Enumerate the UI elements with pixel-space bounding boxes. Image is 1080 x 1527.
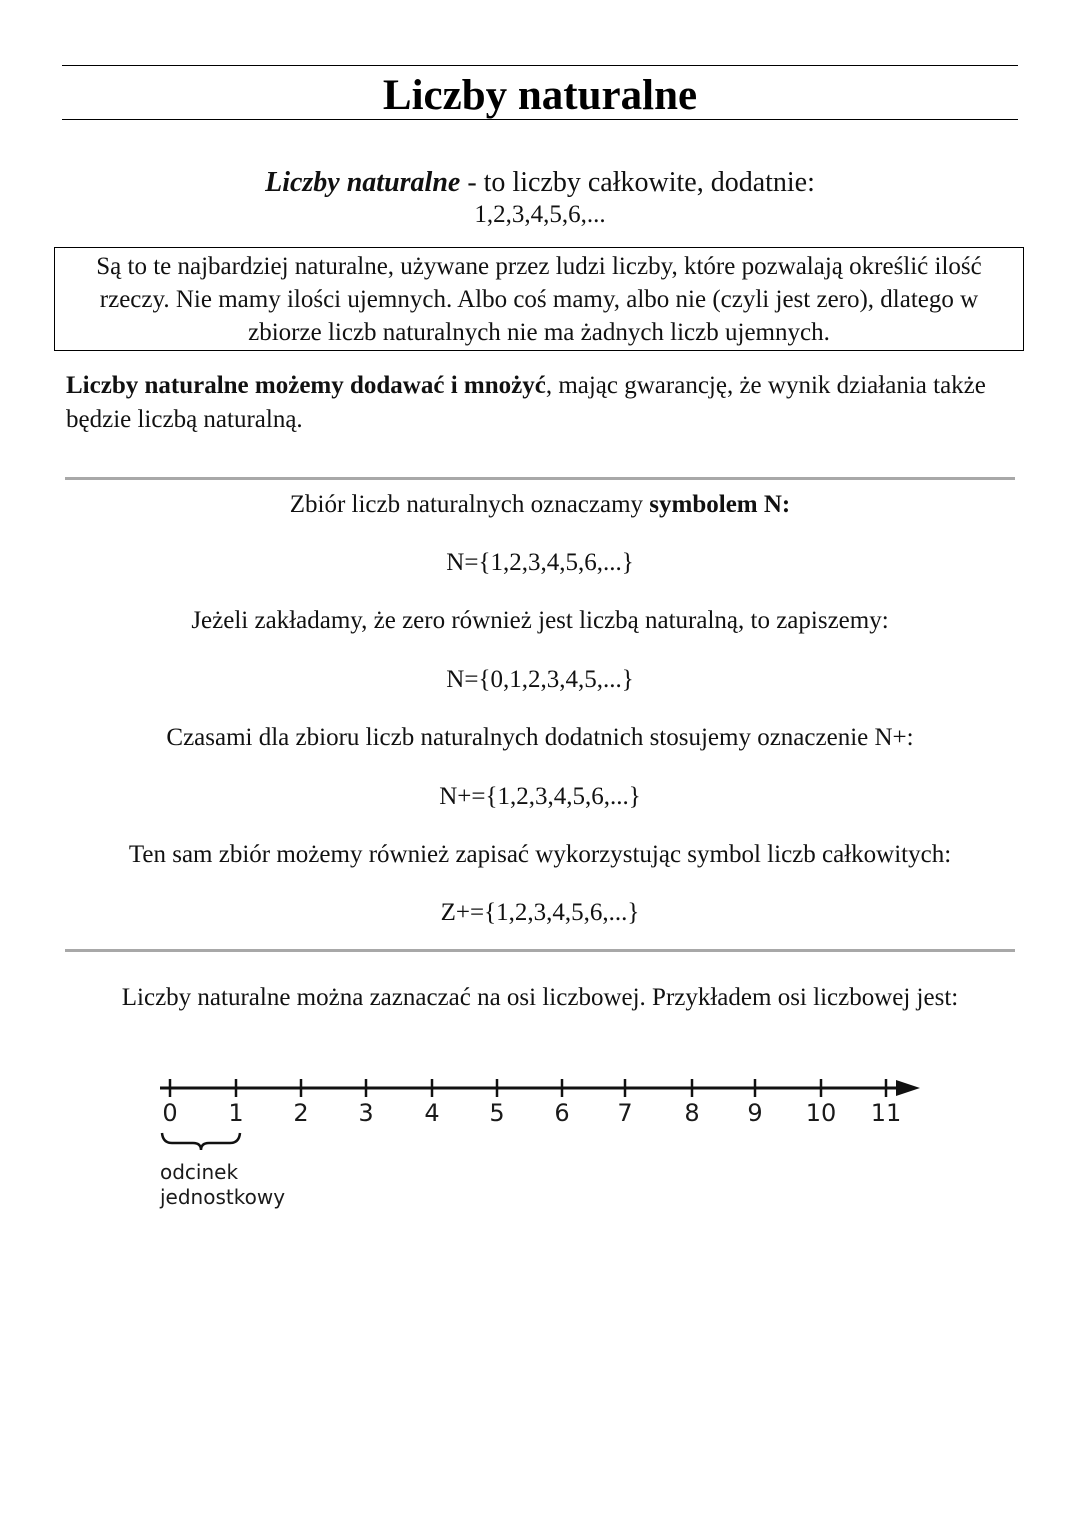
unit-segment-brace [162,1133,240,1150]
number-line-label: 11 [870,1099,902,1127]
number-line-label: 0 [162,1099,178,1127]
number-line-label: 8 [684,1099,700,1127]
page-title: Liczby naturalne [382,72,698,119]
number-line-arrowhead [896,1080,920,1096]
number-line-label: 1 [228,1099,244,1127]
number-line-label: 2 [293,1099,309,1127]
number-line-label: 7 [617,1099,633,1127]
number-line-label: 6 [554,1099,570,1127]
symbol-intro-text: Zbiór liczb naturalnych oznaczamy [289,491,650,518]
integer-note: Ten sam zbiór możemy również zapisać wykorzystując symbol liczb całkowitych: [128,841,952,868]
unit-segment-caption-line-1: odcinek [160,1160,239,1184]
number-line-label: 9 [747,1099,763,1127]
definition-term: Liczby naturalne [265,167,461,198]
definition-text: - to liczby całkowite, dodatnie: [460,167,815,198]
operations-bold: Liczby naturalne możemy dodawać i mnożyć [66,372,546,399]
positive-note: Czasami dla zbioru liczb naturalnych dodatnich stosujemy oznaczenie N+: [166,724,914,751]
numberline-intro: Liczby naturalne można zaznaczać na osi liczbowej. Przykładem osi liczbowej jest: [121,984,959,1011]
set-n-plus: N+={1,2,3,4,5,6,...} [439,783,641,810]
number-line-label: 4 [424,1099,440,1127]
operations-line-2: będzie liczbą naturalną. [66,406,303,433]
number-line-label: 3 [358,1099,374,1127]
unit-segment-caption [160,1160,285,1210]
operations-rest: , mając gwarancję, że wynik działania także [545,372,986,399]
set-n-with-zero: N={0,1,2,3,4,5,...} [446,666,634,693]
explanation-line-2: rzeczy. Nie mamy ilości ujemnych. Albo coś mamy, albo nie (czyli jest zero), dlatego w [99,286,979,313]
definition-sequence: 1,2,3,4,5,6,... [474,201,606,228]
number-line-label: 5 [489,1099,505,1127]
explanation-line-1: Są to te najbardziej naturalne, używane przez ludzi liczby, które pozwalają określić ilość [96,253,982,280]
symbol-intro-bold: symbolem N: [649,491,791,518]
set-n: N={1,2,3,4,5,6,...} [446,549,634,576]
set-z-plus: Z+={1,2,3,4,5,6,...} [440,899,640,926]
number-line-label: 10 [805,1099,837,1127]
explanation-line-3: zbiorze liczb naturalnych nie ma żadnych liczb ujemnych. [248,319,830,346]
zero-note: Jeżeli zakładamy, że zero również jest liczbą naturalną, to zapiszemy: [191,607,889,634]
unit-segment-caption-line-2: jednostkowy [160,1185,286,1209]
